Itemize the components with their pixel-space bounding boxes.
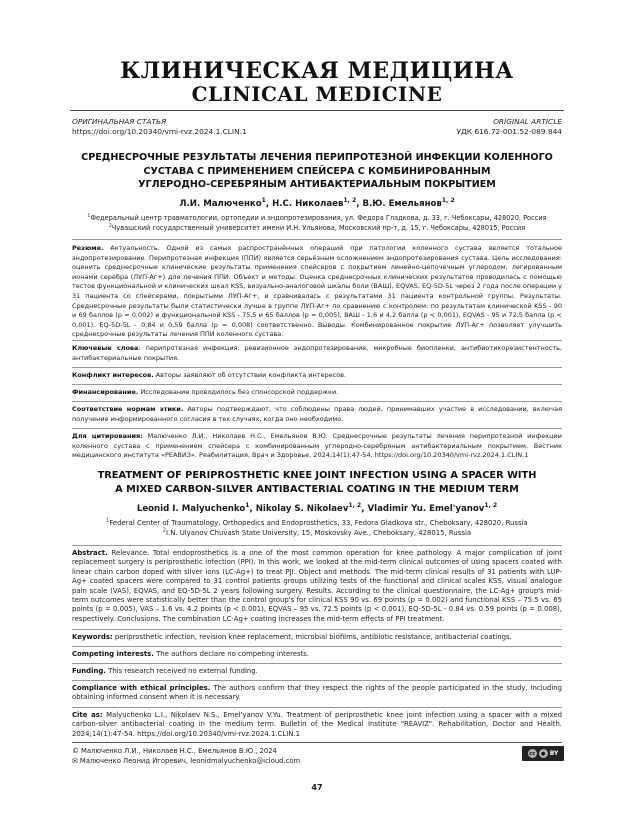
license-by-label: BY bbox=[549, 750, 559, 757]
funding-text: Исследование проводилось без спонсорской поддержки. bbox=[138, 388, 339, 396]
author-1-aff: 1 bbox=[261, 197, 266, 205]
citation-ru bbox=[72, 432, 562, 461]
keywords-label: Ключевые слова bbox=[72, 344, 139, 352]
page-number: 47 bbox=[311, 783, 323, 792]
keywords-text: : перипротезная инфекция, ревизионное эндопротезирование, микробные биопленки, антибиотикорезистентность, антибактериальные покрытия. bbox=[72, 344, 563, 362]
ethics-ru bbox=[72, 405, 562, 424]
copyright: © Малюченко Л.И., Николаев Н.С., Емельянов В.Ю., 2024 bbox=[72, 747, 277, 755]
conflict-text: The authors declare no competing interests. bbox=[153, 650, 310, 658]
cite-text: Malyuchenko L.I., Nikolaev N.S., Emel'yanov V.Yu. Treatment of periprosthetic knee joint infection using a spacer with a mixed carbon-silver antibacterial coating in the medium term. Bulletin of the Medical Institute "REAVIZ". Rehabilitation, Doctor and Health. 2024;14(1):47-54. https://doi.org/10.20340/vmi-rvz.2024.1.CLIN.1 bbox=[72, 711, 562, 738]
ethics-label: Compliance with ethical principles. bbox=[72, 684, 211, 692]
affiliation-2: I.N. Ulyanov Chuvash State University, 15, Moskovsky Ave., Cheboksary, 428015, Russia bbox=[165, 528, 472, 537]
abstract-text: Relevance. Total endoprosthetics is a one of the most common operation for knee pathology. A major complication of joint replacement surgery is periprosthetic infection (PPI). In this work, we looked at the mid-term clinical outcomes of using spacers coated with linear chain carbon doped with silver ions (LC-Ag+) to treat PJI. Object and methods. The mid-term clinical results of 31 patients with LUP-Ag+ coated spacers were compared to 31 control patients groups utilizing tests of the functional and clinical scales KSS, visual analogue pain scale (VAS), EQVAS, and EQ-5D-5L 2 years following surgery. Results. According to the clinical questionnaire, the LC-Ag+ group's mid-term outcomes were statistically better than the control group's for clinical KSS 90 vs. 69 points (p = 0.002) and functional KSS – 75.5 vs. 65 points (p = 0.005), VAS – 1.6 vs. 4.2 points (p < 0.001), EQVAS – 95 vs. 72.5 points (p < 0.001), EQ-5D-5L - 0.84 vs. 0.59 points (p = 0.008), respectively. Conclusions. The combination LC-Ag+ coating increases the mid-term effects of PPI treatment. bbox=[72, 549, 562, 623]
divider bbox=[72, 707, 562, 708]
author-2: Н.С. Николаев bbox=[272, 199, 344, 209]
author-1: Leonid I. Malyuchenko bbox=[136, 504, 246, 514]
article-type-ru: ОРИГИНАЛЬНАЯ СТАТЬЯ bbox=[72, 117, 167, 126]
divider bbox=[72, 239, 562, 240]
funding-label: Funding. bbox=[72, 667, 106, 675]
doi-link[interactable]: https://doi.org/10.20340/vmi-rvz.2024.1.CLIN.1 bbox=[72, 127, 247, 136]
journal-title-en: CLINICAL MEDICINE bbox=[191, 82, 443, 106]
ethics-en bbox=[72, 684, 562, 703]
ethics-label: Соответствие нормам этики. bbox=[72, 405, 184, 413]
funding-ru bbox=[72, 388, 562, 398]
title-en bbox=[60, 469, 574, 497]
divider bbox=[72, 545, 562, 546]
author-2-aff: 1, 2 bbox=[348, 502, 362, 510]
affiliation-2: Чувашский государственный университет имени И.Н. Ульянова, Московский пр-т, д. 15, г. Чебоксары, 428015, Россия bbox=[111, 223, 526, 232]
divider bbox=[72, 663, 562, 664]
title-ru bbox=[60, 151, 574, 192]
cite-text: Малюченко Л.И., Николаев Н.С., Емельянов В.Ю. Среднесрочные результаты лечения перипротезной инфекции коленного сустава с применением спейсера с комбинированным углеродно-серебряным антибактериальным покрытием. Вестник медицинского института «РЕАВИЗ». Реабилитация, Врач и Здоровье. 2024;14(1):47-54. https://doi.org/10.20340/vmi-rvz.2024.1.CLIN.1 bbox=[72, 432, 562, 460]
abstract-text: Актуальность. Одной из самых распространённых операций при патологии коленного сустава является тотальное эндопротезирование. Перипротезная инфекция (ППИ) является серьёзным осложнением эндопротезирования сустава. Цель исследования: оценить среднесрочные клинические результаты применения спейсеров с покрытием линейно-цепочечным углеродом, легированным ионами серебра (ЛУП-Аг+) для лечения ППИ. Объект и методы. Оценка среднесрочных клинических результатов проводилась с помощью тестов функциональной и клинических шкал KSS, визуально-аналоговой шкалы боли (ВАШ), EQVAS, EQ-5D-5L через 2 года после операции у 31 пациента со спейсерами, покрытыми ЛУП-Аг+, и сравнивалась с результатами 31 пациента контрольной группы. Результаты. Среднесрочные результаты были статистически лучше в группе ЛУП-Аг+ по сравнению с контролем: по результатам клинической KSS - 90 и 69 баллов (p = 0,002) и функциональной KSS - 75,5 и 65 баллов (p = 0,005), ВАШ - 1,6 и 4,2 балла (p < 0,001), EQVAS - 95 и 72,5 балла (p < 0,001), EQ-5D-5L - 0,84 и 0,59 балла (p = 0,008) соответственно. Выводы. Комбинированное покрытие ЛУП-Аг+ позволяет улучшить среднесрочные результаты лечения ППИ коленного сустава. bbox=[72, 244, 562, 339]
keywords-ru bbox=[72, 344, 562, 363]
author-3: В.Ю. Емельянов bbox=[362, 199, 442, 209]
conflict-label: Competing interests. bbox=[72, 650, 154, 658]
cc-icon: cc bbox=[529, 750, 536, 757]
author-2: Nikolay S. Nikolaev bbox=[255, 504, 349, 514]
conflict-text: Авторы заявляют об отсутствии конфликта интересов. bbox=[153, 371, 347, 379]
article-type-en: ORIGINAL ARTICLE bbox=[493, 117, 562, 126]
divider bbox=[72, 401, 562, 402]
abstract-ru bbox=[72, 244, 562, 340]
funding-text: This research received no external funding. bbox=[105, 667, 258, 675]
divider bbox=[72, 646, 562, 647]
authors-ru: Л.И. Малюченко$^1$, Н.С. Николаев$^{1, 2}$, В.Ю. Емельянов$^{1, 2}$ bbox=[179, 197, 455, 209]
title-en-line-2: A MIXED CARBON-SILVER ANTIBACTERIAL COATING IN THE MEDIUM TERM bbox=[115, 484, 519, 495]
divider bbox=[72, 629, 562, 630]
author-1-aff: 1 bbox=[245, 502, 250, 510]
divider bbox=[72, 428, 562, 429]
author-3: Vladimir Yu. Emel'yanov bbox=[367, 504, 485, 514]
keywords-en bbox=[72, 633, 562, 642]
keywords-text: periprosthetic infection, revision knee replacement, microbial biofilms, antibiotic resistance, antibacterial coatings. bbox=[112, 633, 512, 641]
ethics-text: The authors confirm that they respect the rights of the people participated in the study, including obtaining informed consent when it is necessary. bbox=[72, 684, 562, 702]
affiliations-en: $^1$Federal Center of Traumatology, Orthopedics and Endoprosthetics, 33, Fedora Gladkova str., Cheboksary, 428020, Russia $^2$I.N. Ulyanov Chuvash State University, 15, Moskovsky Ave., Cheboksary, 428015, Russia bbox=[106, 518, 528, 537]
divider bbox=[72, 680, 562, 681]
title-ru-line-3: УГЛЕРОДНО-СЕРЕБРЯНЫМ АНТИБАКТЕРИАЛЬНЫМ ПОКРЫТИЕМ bbox=[138, 179, 496, 190]
cc-license-badge[interactable] bbox=[522, 746, 564, 761]
conflict-en bbox=[72, 650, 562, 659]
citation-en bbox=[72, 711, 562, 739]
attribution-icon: ● bbox=[539, 749, 548, 758]
footer-rule bbox=[72, 742, 562, 743]
funding-label: Финансирование. bbox=[72, 388, 139, 396]
abstract-label: Abstract. bbox=[72, 549, 108, 557]
affiliation-1: Федеральный центр травматологии, ортопедии и эндопротезирования, ул. Федора Гладкова, д. 33, г. Чебоксары, 428020, Россия bbox=[90, 214, 547, 222]
divider bbox=[72, 367, 562, 368]
contact-email[interactable]: ✉ Малюченко Леонид Игоревич, leonidmalyuchenko@icloud.com bbox=[72, 757, 301, 765]
authors-en: Leonid I. Malyuchenko$^1$, Nikolay S. Nikolaev$^{1, 2}$, Vladimir Yu. Emel'yanov$^{1, 2}$ bbox=[136, 502, 498, 514]
funding-en bbox=[72, 667, 562, 676]
title-ru-line-1: СРЕДНЕСРОЧНЫЕ РЕЗУЛЬТАТЫ ЛЕЧЕНИЯ ПЕРИПРОТЕЗНОЙ ИНФЕКЦИИ КОЛЕННОГО bbox=[81, 152, 553, 163]
author-3-aff: 1, 2 bbox=[441, 197, 455, 205]
divider bbox=[72, 384, 562, 385]
author-1: Л.И. Малюченко bbox=[179, 199, 262, 209]
ethics-text: Авторы подтверждают, что соблюдены права людей, принимавших участие в исследовании, включая получение информированного согласия в тех случаях, когда оно необходимо. bbox=[72, 405, 562, 423]
keywords-label: Keywords: bbox=[72, 633, 113, 641]
journal-title-ru: КЛИНИЧЕСКАЯ МЕДИЦИНА bbox=[120, 58, 514, 84]
author-3-aff: 1, 2 bbox=[484, 502, 498, 510]
header-rule bbox=[70, 110, 564, 111]
conflict-ru bbox=[72, 371, 562, 381]
abstract-en bbox=[72, 549, 562, 624]
divider bbox=[72, 340, 562, 341]
udc-code: УДК 616.72-001.52-089.844 bbox=[456, 127, 562, 136]
abstract-label: Резюме. bbox=[72, 244, 104, 252]
affiliation-1: Federal Center of Traumatology, Orthopedics and Endoprosthetics, 33, Fedora Gladkova str., Cheboksary, 428020, Russia bbox=[109, 519, 528, 527]
title-en-line-1: TREATMENT OF PERIPROSTHETIC KNEE JOINT INFECTION USING A SPACER WITH bbox=[97, 470, 537, 481]
author-2-aff: 1, 2 bbox=[343, 197, 357, 205]
title-ru-line-2: СУСТАВА С ПРИМЕНЕНИЕМ СПЕЙСЕРА С КОМБИНИРОВАННЫМ bbox=[143, 165, 491, 177]
affiliations-ru: $^1$Федеральный центр травматологии, ортопедии и эндопротезирования, ул. Федора Гладкова, д. 33, г. Чебоксары, 428020, Россия $^2$Чувашский государственный университет имени И.Н. Ульянова, Московский пр-т, д. 15, г. Чебоксары, 428015, Россия bbox=[87, 213, 547, 232]
cite-label: Cite as: bbox=[72, 711, 103, 719]
cite-label: Для цитирования: bbox=[72, 432, 143, 440]
conflict-label: Конфликт интересов. bbox=[72, 371, 154, 379]
